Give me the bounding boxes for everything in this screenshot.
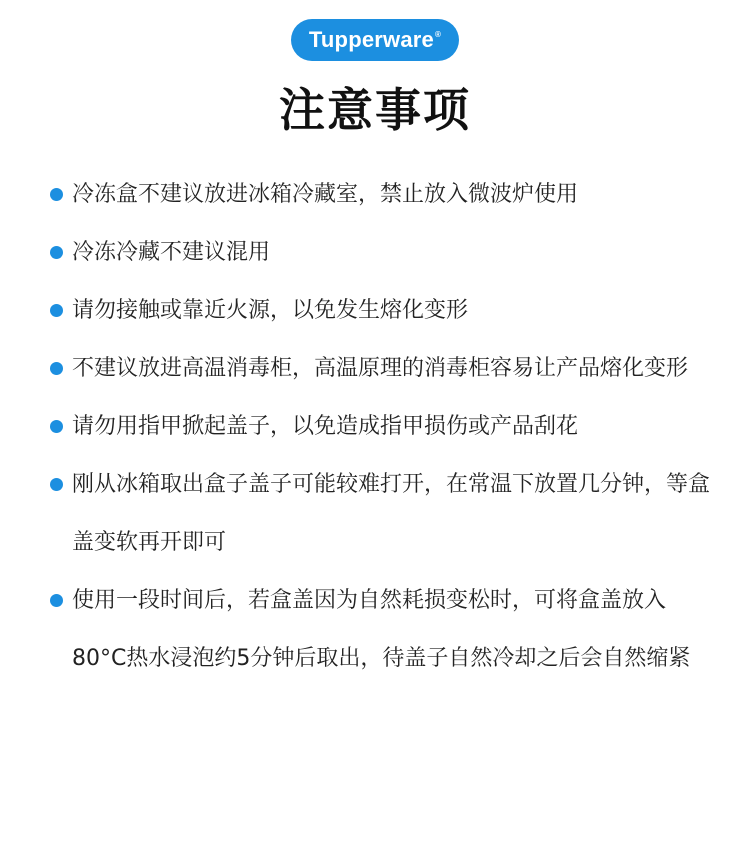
list-item-text: 请勿用指甲掀起盖子，以免造成指甲损伤或产品刮花 <box>72 414 579 439</box>
logo-text: Tupperware <box>308 27 434 52</box>
registered-mark: ® <box>434 30 442 39</box>
list-item-text: 请勿接触或靠近火源，以免发生熔化变形 <box>72 298 469 323</box>
list-item-text: 刚从冰箱取出盒子盖子可能较难打开，在常温下放置几分钟，等盒盖变软再开即可 <box>72 472 711 555</box>
bullet-dot-icon <box>50 362 63 375</box>
logo-container <box>0 19 750 61</box>
list-item <box>0 398 750 456</box>
list-item <box>0 572 750 688</box>
list-item-text: 不建议放进高温消毒柜，高温原理的消毒柜容易让产品熔化变形 <box>72 356 689 381</box>
list-item <box>0 340 750 398</box>
page-title: 注意事项 <box>279 83 471 137</box>
bullet-dot-icon <box>50 478 63 491</box>
notice-list <box>0 166 750 688</box>
list-item-text: 使用一段时间后，若盒盖因为自然耗损变松时，可将盒盖放入80°C热水浸泡约5分钟后取出，待盖子自然冷却之后会自然缩紧 <box>72 588 691 671</box>
list-item-text: 冷冻盒不建议放进冰箱冷藏室，禁止放入微波炉使用 <box>72 182 579 207</box>
bullet-dot-icon <box>50 246 63 259</box>
tupperware-logo <box>291 19 459 61</box>
bullet-dot-icon <box>50 594 63 607</box>
list-item <box>0 456 750 572</box>
bullet-dot-icon <box>50 304 63 317</box>
bullet-dot-icon <box>50 188 63 201</box>
list-item <box>0 166 750 224</box>
list-item <box>0 224 750 282</box>
list-item-text: 冷冻冷藏不建议混用 <box>72 240 271 265</box>
list-item <box>0 282 750 340</box>
bullet-dot-icon <box>50 420 63 433</box>
